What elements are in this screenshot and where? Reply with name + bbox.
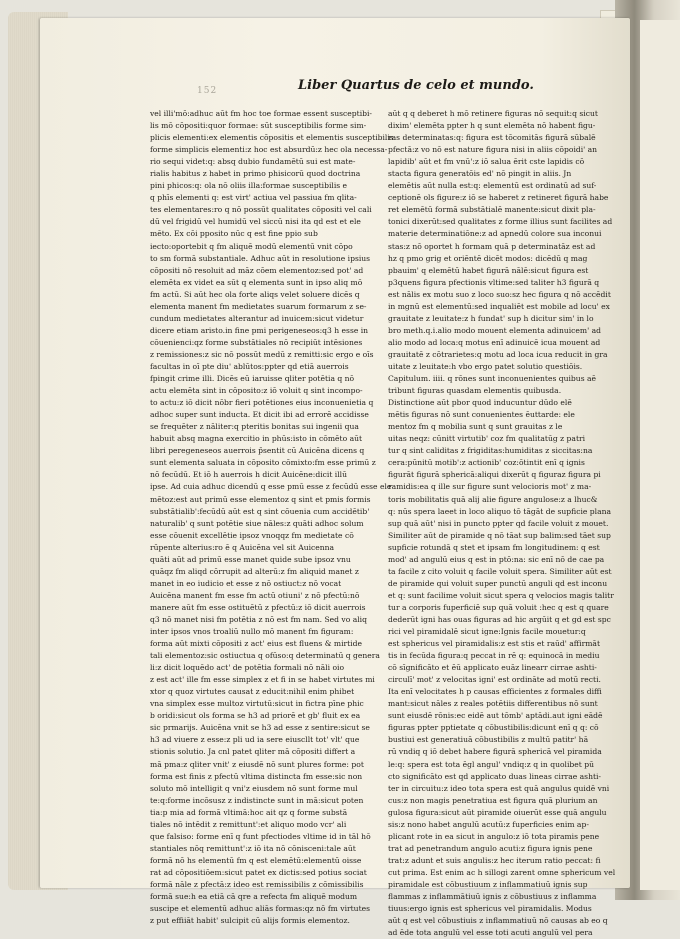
text-line: adhoc super sunt inducta. Et dicit ibi ad errorē accidisse (150, 410, 369, 420)
text-line: grauitatē z cōtrarietes:q motu ad loca icua reducit in gra (388, 349, 608, 359)
text-line: xtor q quoz virtutes causat z educit:nihil enim phibet (150, 687, 355, 697)
text-line: manet in eo iudicio et esse z nō ostiuct:z nō vocat (150, 578, 342, 588)
text-line: tur a corporis fuperficiē sup quā voluit :hec q est q quare (388, 602, 609, 612)
text-line: flammas z inflammātiuū ignis z cōbustiuus z inflamma (388, 892, 597, 902)
text-line: trat ad penetrandum angulo acuti:z figura ignis pene (388, 843, 593, 853)
text-line: Capitulum. iiii. q rōnes sunt inconuenientes quibus aē (388, 374, 597, 384)
text-line: mētis figuras nō sunt conuenientes ēuttarde: ele (388, 410, 575, 420)
text-line: h3 ad viuere z esse:z pli ud ia sere eiuscllt tot' vlt' que (150, 735, 360, 745)
text-line: dicere etiam aristo.in fine pmi perigeneseos:q3 h esse in (150, 325, 369, 335)
text-line: esse cōuenit excellētie ipsoz vnoqqz fm medietate cō (150, 530, 354, 540)
text-line: naturalib' q sunt potētie siue nāles:z quāti adhoc solum (150, 518, 364, 528)
text-line: sis:z nono habet angulū acutū:z fuperficies enim ap- (388, 819, 589, 829)
text-line: sic prmarijs. Auicēna vnit se h3 ad esse z sentire:sicut se (150, 723, 370, 733)
text-line: z put effiiāt habit' sulcipit cū alijs formis elementoz. (150, 916, 350, 926)
text-line: tonici dixerūt:sed qualitates z forme illius sunt facilites ad (388, 217, 613, 227)
text-line: in mgnū est elementū:sed inqualiēt est mobile ad locu' ex (388, 301, 610, 311)
text-line: cundum medietates alterantur ad inuicem:sicut videtur (150, 313, 364, 323)
text-line: lapidib' aūt et fm vnū':z iō salua ērit cste lapidis cō (388, 157, 585, 167)
text-line: tribunt figuras quasdam elementis quibusda. (388, 386, 562, 396)
text-line: elemēta ex videt ea sūt q elementa sunt in ipso aliq mō (150, 277, 363, 287)
text-line: Ita enī velocitates h p causas efficientes z formales diffi (388, 687, 602, 697)
text-line: to actu:z iō dicit nōbr fieri potētiones eius inconuenietia q (150, 398, 374, 408)
text-line: sunt eiusdē rōnis:ec eidē aut tōmb' aptādi.aut igni eādē (388, 711, 603, 721)
text-line: tur q sint caliditas z frigiditas:humiditas z siccitas:na (388, 446, 593, 456)
text-line: figurāt figurā sphericā:aliqui dixerūt q figuraz figura pi (388, 470, 601, 480)
text-line: est nālis ex motu suo z loco suo:sz hec figura q nō accēdit (388, 289, 611, 299)
text-line: z remissiones:z sic nō possūt medū z remitti:sic ergo e oīs (150, 349, 374, 359)
text-line: aūt q est vel cōbustiuis z inflammatiuū nō causas ab eo q (388, 916, 608, 926)
text-line: Similiter aūt de piramide q nō tāat sup balim:sed tāet sup (388, 530, 611, 540)
text-line: fm actū. Si aūt hec ola forte aliqs velet soluere dicēs q (150, 289, 360, 299)
text-line: alio modo ad loca:q motus enī adinuicē icua mouent ad (388, 337, 601, 347)
text-line: gulosa figura:sicut aūt piramide oiuerūt esse quā angulu (388, 807, 607, 817)
text-line: substātialib':fecūdū aūt est q sint cōuenia cum accidētib' (150, 506, 370, 516)
text-line: que falsiso: forme enī q funt pfectiodes vltime id in tāl hō (150, 831, 371, 841)
folio-number: 152 (197, 86, 218, 96)
text-line: cera:pūnitū motib':z actionib' coz:ōtintit enī q ignis (388, 458, 585, 468)
text-line: ta facile z cito voluit q facile voluit spera. Similiter aūt est (388, 566, 612, 576)
text-line: elemētis aūt nulla est:q: elementū est ordinatū ad suf- (388, 181, 597, 191)
running-head: Liber Quartus de celo et mundo. (298, 78, 534, 93)
text-line: de piramide qui voluit super punctū anguli qd est inconu (388, 578, 608, 588)
text-line: cut prima. Est enim ac h sillogi zarent omne sphericum vel (388, 867, 616, 877)
text-line: p3quens figura pfectionis vltime:sed taliter h3 figurā q (388, 277, 600, 287)
text-line: figuras ppter pptietate q cōbustibilis:dicunt enī q q: cō (388, 723, 599, 733)
text-line: mētoz:est aut primū esse elementoz q sint et pmis formis (150, 494, 371, 504)
text-line: mod' ad angulū eius q est in ptō:na: sic enī nō de cae pa (388, 554, 605, 564)
text-line: z est act' ille fm esse simplex z et fi in se habet virtutes mi (150, 675, 375, 685)
text-line: forme simplicis elementi:z hoc est absurdū:z hec ola necessa- (150, 145, 388, 155)
text-line: cōpositi nō resoluit ad māz cōem elementoz:sed pot' ad (150, 265, 364, 275)
text-line: li:z dicit loquēdo act' de potētia formali nō nāli oio (150, 663, 345, 673)
text-line: bro meth.q.i.alio modo mouent elementa adinuicem' ad (388, 325, 602, 335)
text-line: ceptionē ols figure:z iō se haberet z retineret figurā habe (388, 193, 609, 203)
text-line: toris mobilitatis quā alij alie figure angulose:z a lhuc& (388, 494, 598, 504)
text-line: forma aūt mixti cōpositi z act' eius est fluens & mirtide (150, 639, 362, 649)
text-line: rat ad cōpositiōem:sicut patet ex dictis:sed potius sociat (150, 867, 367, 877)
text-line: stantiales nōq remittunt':z iō ita nō cōnisceni:tale aūt (150, 843, 356, 853)
text-line: lis mō cōpositi:quor formae: sūt susceptibilis forme sim- (150, 121, 367, 131)
text-line: quāqz fm aliqd cōrrupit ad alterū:z fm aliquid manet z (150, 566, 359, 576)
text-line: hz q pmo grig et oriēntē dicēt modos: dicēdū q mag (388, 253, 588, 263)
text-line: b oridi:sicut ols forma se h3 ad priorē et gb' fluit ex ea (150, 711, 361, 721)
text-line: pfectā:z vo nō est nature figura nisi in aliis cōpoidi' an (388, 145, 598, 155)
text-line: circulī' mot' z velocitas igni' est ordināte ad motū recti. (388, 675, 601, 685)
text-line: actu elemēta sint in cōposito:z iō voluit q sint incompo- (150, 386, 363, 396)
text-line: manere aūt fm esse ostituētū z pfectū:z iō dicit auerrois (150, 602, 366, 612)
text-line: formā nāle z pfectā:z ideo est remissibilis z cōmissibilis (150, 880, 364, 889)
text-line: elementa manent fm medietates suarum formarum z se- (150, 301, 367, 311)
text-line: habuit absq magna exercitio in phūs:isto in cōmēto aūt (150, 434, 363, 444)
text-line: q: nūs spera laeet in loco aliquo tō tāgāt de supficie plana (388, 506, 612, 516)
text-line: forma est finis z pfectū vltima distincta fm esse:sic non (150, 771, 363, 781)
text-line: cō sīgnificāto et ēū applicato euāz linearr cirrae ashti- (388, 663, 597, 673)
text-line: libri peregeneseos auerrois p̄sentit cū Auicēna dicens q (150, 446, 365, 456)
text-line: Auicēna manent fm esse fm actū otiuni' z nō pfectū:nō (150, 590, 360, 600)
text-line: mā pma:z qliter vnit' z eiusdē nō sunt plures forme: pot (150, 759, 364, 769)
text-line: piramidale est cōbustiuum z inflammatiuū ignis sup (388, 880, 588, 889)
text-line: tiales nō intēdit z remittunt':et aliquo modo vcr' ali (150, 819, 347, 829)
text-line: se frequēter z nāliter:q pteritis bonitas sui ingenii qua (150, 422, 359, 432)
left-text-column (150, 108, 394, 926)
text-line: ras determinatas:q: figura est tōcomitās figurā sūbalē (388, 133, 596, 143)
facing-page (640, 20, 680, 890)
text-line: uitate z leuitate:h vbo ergo patet solutio questiōis. (388, 361, 583, 371)
text-line: cōuenienci:qz forme substātiales nō recipiūt intēsiones (150, 337, 363, 347)
text-line: dederūt igni has ouas figuras ad hic argūit q et gd est spc (388, 614, 611, 624)
text-line: plicant rote in ea sicut in angulo:z iō tota piramis pene (388, 831, 600, 841)
text-line: rūpente alterius:ro ē q Auicēna vel sit Auicenna (150, 542, 335, 552)
text-line: q phīs elementi q: est virt' actiua vel passiua fm qlita- (150, 193, 357, 203)
text-line: rici vel piramidalē sicut igne:Ignis facile mouetur:q (388, 627, 586, 637)
text-line: to sm formā substantiale. Adhuc aūt in resolutione ipsius (150, 253, 371, 263)
text-line: tiuus:ergo ignis est sphericus vel piramidalis. Modus (388, 904, 592, 914)
text-line: stacta figura generatōis ed' nō pingit in aliis. Jn (388, 169, 572, 179)
right-text-column (388, 108, 616, 938)
text-line: ramidis:ea q ille sur figure sunt velocioris mot' z ma- (388, 482, 592, 492)
text-line: stionis solutio. Ja cnl patet qliter mā cōpositi differt a (150, 747, 356, 757)
text-line: aūt q q deberet h mō retinere figuras nō sequit:q sicut (388, 109, 598, 118)
text-line: tes elementares:ro q nō possūt qualitates cōpositi vel cali (150, 205, 372, 215)
text-line: tali elementoz:sic ostiuctua q ofūso:q determinatū q genera (150, 651, 380, 661)
text-line: rū vndiq q iō debet habere figurā sphericā vel piramida (388, 747, 602, 757)
text-line: formā sue:h ea etiā cā qre a refecta fm aliquē modum (150, 892, 358, 902)
text-line: soluto mō intelligit q vni'z eiusdem nō sunt forme mul (150, 783, 358, 793)
text-line: inter ipsos vnos troaliū nullo mō manent fm figuram: (150, 627, 354, 637)
text-line: uitas neqz: cūnitt virtutib' coz fm qualitatūg z patri (388, 434, 586, 444)
text-line: stas:z nō oportet h formam quā p determinatāz est ad (388, 241, 596, 251)
text-line: est sphericus vel piramidalis:z est stis et raūd' affirmāt (388, 639, 601, 649)
text-line: mēto. Ex cōi pposito nūc q est fine ppio sub (150, 229, 318, 239)
text-line: le:q: spera est tota ēgl angul' vndiq:z q in quolibet pū (388, 759, 594, 769)
text-line: Distinctione aūt pbor quod inducuntur dūdo elē (388, 398, 572, 408)
text-line: tia:p mia ad formā vltimā:hoc ait qz q forme substā (150, 807, 348, 817)
text-line: pini phicos:q: ola nō oliis illa:formae susceptibilis e (150, 181, 348, 191)
text-line: bustiui est generatiuā cōbustibilis z multū patitr' hā (388, 735, 589, 745)
text-line: ipse. Ad cuia adhuc dicendū q esse pmū esse z fecūdū esse ele (150, 482, 392, 492)
text-line: vna simplex esse multoz virtutū:sicut in fictra pīne phic (150, 699, 364, 709)
text-line: suscipe et elementū adhuc aliās formas:qz nō fm virtutes (150, 904, 371, 914)
text-line: fpingit crime illi. Dicēs eū iaruisse qliter potētia q nō (150, 374, 355, 384)
text-line: rio sequi videt:q: absq dubio fundamētū sui est mate- (150, 157, 356, 167)
text-line: trat:z adunt et suis angulis:z hec iterum ratio peccat: fi (388, 855, 601, 865)
text-line: te:q:forme incōsusz z indistincte sunt in mā:sicut poten (150, 795, 364, 805)
text-line: quāti aūt ad primū esse manet quide sube ipsoz vnu (150, 554, 351, 564)
text-line: vel illi'mō:adhuc aūt fm hoc toe formae essent susceptibi- (150, 109, 372, 118)
text-line: mant:sicut nāles z reales potētiis differentibus nō sunt (388, 699, 598, 709)
text-line: cto significāto est qd applicato duas lineas cirrae ashti- (388, 771, 602, 781)
text-line: ret elemētū formā substātialē manente:sicut dixit pla- (388, 205, 596, 215)
text-line: dixim' elemēta ppter h q sunt elemēta nō habent figu- (388, 121, 596, 131)
text-line: q3 nō manet nisi fm potētia z nō est fm nam. Sed vo aliq (150, 614, 367, 624)
text-line: plicis elementi:ex elementis cōpositis et elementis susceptibilis (150, 133, 394, 143)
text-line: et q: sunt facilime voluit sicut spera q velocios magis talitr (388, 590, 614, 600)
text-line: nō fecūdū. Et iō h auerrois h dicit Auicēne:dicit illū (150, 470, 347, 480)
text-line: rialis habitus z habet in primo phisicorū quod doctrina (150, 169, 361, 179)
text-line: grauitate z leuitate:z h fundat' sup h dicitur sim' in lo (388, 313, 594, 323)
text-line: ter in circuitu:z ideo tota spera est quā angulus quidē vni (388, 783, 610, 793)
text-line: dū vel frigidū vel humidū vel siccū nisi ita qd est et ele (150, 217, 361, 227)
text-line: sunt elementa saluata in cōposito cōmixto:fm esse primū z (150, 458, 376, 468)
text-line: formā nō hs elementū fm q est elemētū:elementū oisse (150, 855, 362, 865)
text-line: iecto:oportebit q fm aliquē modū elementū vnit cōpo (150, 241, 353, 251)
text-line: ad ēde tota angulū vel esse toti acuti angulū vel pera (388, 928, 593, 938)
text-line: mentoz fm q mobilia sunt q sunt grauitas z le (388, 422, 563, 432)
text-line: pbauim' q elemētū habet figurā nālē:sicut figura est (388, 265, 589, 275)
text-line: cus:z non magis penetratiua est figura quā plurium an (388, 795, 598, 805)
text-line: sup quā aūt' nisi in puncto ppter qd facile voluit z mouet. (388, 518, 609, 528)
text-line: facultas in oī pte diu' ablūtos:ppter qd etiā auerrois (150, 361, 349, 371)
text-line: supficie rotundā q stet et ipsam fm longitudinem: q est (388, 542, 600, 552)
text-line: materie determinatiōne:z ad apnedū colore sua inconui (388, 229, 602, 239)
text-line: tis in fecūda figura:q peccat in rē q: equinocā in mediu (388, 651, 600, 661)
